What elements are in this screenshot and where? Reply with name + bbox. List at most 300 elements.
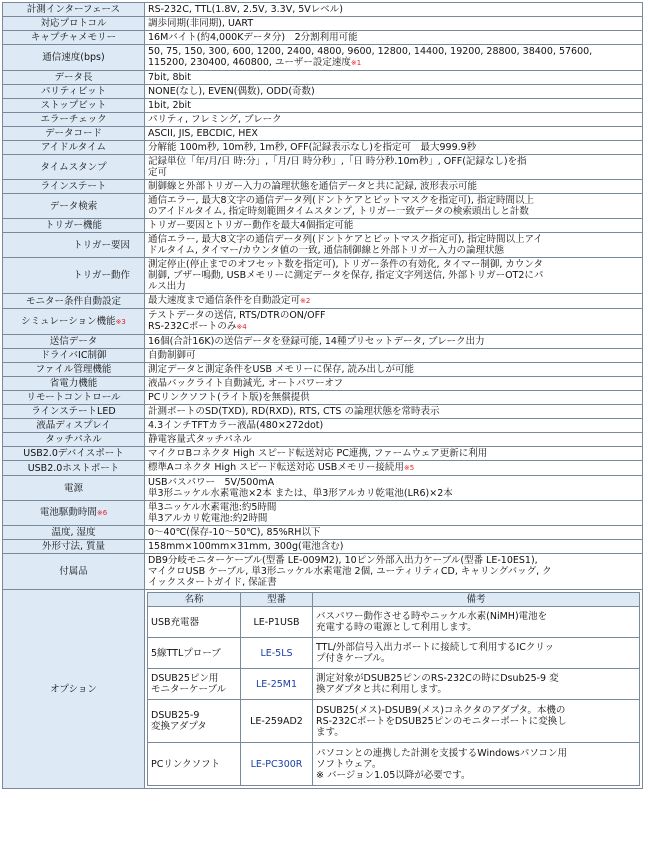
spec-value-text: トリガー要因とトリガー動作を最大4個指定可能 bbox=[148, 220, 354, 231]
spec-row bbox=[3, 540, 643, 554]
spec-value-line bbox=[148, 220, 639, 231]
spec-value-line bbox=[148, 406, 639, 417]
spec-value-text: マイクロUSB ケーブル, 単3形ニッケル水素電池 2個, ユーティリティCD, キャリングバッグ, ク bbox=[148, 566, 552, 577]
spec-label bbox=[3, 419, 145, 433]
option-model-link[interactable] bbox=[241, 638, 313, 669]
spec-value-text: 記録単位「年/月/日 時:分」,「月/日 時分秒」,「日 時分秒.10m秒」, OFF(記録なし)を指 bbox=[148, 156, 527, 167]
footnote-mark: ※3 bbox=[115, 317, 126, 326]
spec-value bbox=[145, 363, 643, 377]
spec-value bbox=[145, 258, 643, 294]
option-item-row bbox=[148, 669, 640, 700]
option-note-line bbox=[316, 673, 636, 684]
spec-value-text: ルス出力 bbox=[148, 281, 186, 292]
spec-value-line bbox=[148, 364, 639, 375]
spec-label-text: パリティビット bbox=[40, 86, 107, 97]
spec-value-line bbox=[148, 156, 639, 167]
spec-value-text: NONE(なし), EVEN(偶数), ODD(奇数) bbox=[148, 86, 315, 97]
spec-value-text: テストデータの送信, RTS/DTRのON/OFF bbox=[148, 310, 326, 321]
spec-label-text: モニター条件自動設定 bbox=[25, 295, 121, 307]
option-name-text: USB充電器 bbox=[151, 616, 200, 628]
spec-row bbox=[3, 194, 643, 219]
spec-value bbox=[145, 180, 643, 194]
option-note-line bbox=[316, 642, 636, 653]
option-note-line bbox=[316, 684, 636, 695]
option-notes bbox=[313, 638, 640, 669]
spec-label bbox=[3, 180, 145, 194]
spec-value-text: 液晶バックライト自動減光, オートパワーオフ bbox=[148, 378, 344, 389]
spec-value bbox=[145, 45, 643, 71]
spec-row bbox=[3, 17, 643, 31]
spec-label-text: 電池駆動時間 bbox=[39, 507, 97, 518]
spec-value-line bbox=[148, 336, 639, 347]
spec-value-text: 分解能 100m秒, 10m秒, 1m秒, OFF(記録表示なし)を指定可 最大999.9秒 bbox=[148, 142, 477, 153]
option-name-text: 変換アダプタ bbox=[151, 721, 207, 732]
spec-label bbox=[3, 194, 145, 219]
spec-label bbox=[3, 391, 145, 405]
spec-value-line bbox=[148, 434, 639, 445]
option-model-text: LE-PC300R bbox=[250, 758, 303, 770]
spec-row bbox=[3, 335, 643, 349]
option-note-line bbox=[316, 727, 636, 738]
spec-label bbox=[3, 45, 145, 71]
spec-row bbox=[3, 71, 643, 85]
spec-value-line bbox=[148, 114, 639, 125]
option-name bbox=[148, 669, 241, 700]
spec-label bbox=[3, 335, 145, 349]
spec-label bbox=[3, 127, 145, 141]
spec-value-text: 標準Aコネクタ High スピード転送対応 USBメモリー接続用 bbox=[148, 462, 404, 473]
spec-value-line bbox=[148, 378, 639, 389]
options-header-text: 備考 bbox=[466, 594, 486, 605]
options-cell bbox=[145, 590, 643, 789]
spec-label-text: 液晶ディスプレイ bbox=[36, 420, 111, 431]
spec-row bbox=[3, 377, 643, 391]
spec-label-text: タイムスタンプ bbox=[40, 161, 107, 173]
spec-label-text: USB2.0デバイスポート bbox=[23, 448, 124, 459]
spec-value bbox=[145, 405, 643, 419]
spec-value bbox=[145, 501, 643, 526]
option-model bbox=[241, 607, 313, 638]
options-row bbox=[3, 590, 643, 789]
spec-row bbox=[3, 99, 643, 113]
spec-value-text: 定可 bbox=[148, 167, 168, 178]
option-note-line bbox=[316, 705, 636, 716]
option-note-text: ソフトウェア。 bbox=[316, 758, 382, 770]
spec-row bbox=[3, 363, 643, 377]
spec-value bbox=[145, 349, 643, 363]
spec-label-text: シミュレーション機能 bbox=[21, 315, 116, 327]
footnote-mark: ※5 bbox=[403, 464, 415, 472]
spec-label-text: 対応プロトコル bbox=[40, 18, 107, 29]
spec-label bbox=[3, 377, 145, 391]
spec-label bbox=[3, 309, 145, 335]
spec-value-line bbox=[148, 502, 639, 513]
spec-label bbox=[3, 294, 145, 309]
spec-value-text: イックスタートガイド, 保証書 bbox=[148, 577, 277, 588]
footnote-mark: ※1 bbox=[350, 59, 362, 67]
spec-row bbox=[3, 45, 643, 71]
spec-value bbox=[145, 419, 643, 433]
spec-value-text: 制御線と外部トリガー入力の論理状態を通信データと共に記録, 波形表示可能 bbox=[148, 181, 477, 192]
spec-row bbox=[3, 180, 643, 194]
spec-value-line bbox=[148, 577, 639, 588]
footnote-mark: ※6 bbox=[96, 509, 108, 517]
spec-label bbox=[3, 99, 145, 113]
spec-table bbox=[2, 2, 643, 789]
spec-label bbox=[3, 447, 145, 461]
spec-label-text: 付属品 bbox=[59, 566, 88, 577]
spec-row bbox=[3, 433, 643, 447]
spec-value-line bbox=[148, 566, 639, 577]
spec-label bbox=[3, 363, 145, 377]
spec-value-text: 単3アルカリ乾電池:約2時間 bbox=[148, 513, 268, 524]
spec-value-line bbox=[148, 167, 639, 178]
option-name-text: DSUB25ピン用 bbox=[151, 673, 219, 684]
spec-value-line bbox=[148, 321, 639, 333]
option-item-row bbox=[148, 607, 640, 638]
spec-value bbox=[145, 127, 643, 141]
spec-row bbox=[3, 233, 643, 258]
spec-value-line bbox=[148, 513, 639, 524]
option-notes bbox=[313, 700, 640, 743]
spec-value-text: RS-232Cポートのみ bbox=[148, 321, 237, 332]
spec-value bbox=[145, 85, 643, 99]
spec-label bbox=[3, 258, 145, 294]
spec-label-text: 電源 bbox=[63, 482, 83, 494]
spec-label-text: データ長 bbox=[54, 72, 93, 83]
option-model-link[interactable] bbox=[241, 743, 313, 786]
spec-value-text: マイクロBコネクタ High スピード転送対応 PC連携, ファームウェア更新に利用 bbox=[148, 448, 488, 459]
spec-row bbox=[3, 419, 643, 433]
option-name-line bbox=[151, 684, 237, 695]
spec-value-line bbox=[148, 527, 639, 538]
spec-value-line bbox=[148, 392, 639, 403]
option-model bbox=[241, 700, 313, 743]
spec-value-text: 計測ポートのSD(TXD), RD(RXD), RTS, CTS の論理状態を常時表示 bbox=[148, 406, 440, 417]
spec-row bbox=[3, 526, 643, 540]
spec-value-line bbox=[148, 128, 639, 139]
spec-value-text: 115200, 230400, 460800, ユーザー設定速度 bbox=[148, 57, 351, 68]
option-name-text: 5線TTLプローブ bbox=[151, 647, 221, 659]
spec-label-text: 外形寸法, 質量 bbox=[41, 541, 106, 552]
spec-label bbox=[3, 17, 145, 31]
options-header-name bbox=[148, 593, 241, 607]
spec-value-line bbox=[148, 4, 639, 15]
spec-row bbox=[3, 141, 643, 155]
spec-label bbox=[3, 113, 145, 127]
spec-label-text: エラーチェック bbox=[40, 114, 107, 125]
spec-value bbox=[145, 540, 643, 554]
spec-value-line bbox=[148, 86, 639, 97]
spec-label-text: ラインステートLED bbox=[31, 406, 116, 417]
option-note-text: ます。 bbox=[316, 726, 344, 738]
spec-value-line bbox=[148, 420, 639, 431]
spec-value-line bbox=[148, 32, 639, 43]
spec-row bbox=[3, 447, 643, 461]
spec-value-line bbox=[148, 310, 639, 321]
spec-value-text: 158mm×100mm×31mm, 300g(電池含む) bbox=[148, 541, 344, 552]
spec-value-text: 測定停止(停止までのオフセット数を指定可), トリガー条件の有効化, タイマー制御, カウンタ bbox=[148, 259, 543, 270]
spec-value-text: RS-232C, TTL(1.8V, 2.5V, 3.3V, 5Vレベル) bbox=[148, 4, 343, 15]
option-note-line bbox=[316, 622, 636, 633]
spec-label-text: リモートコントロール bbox=[26, 392, 121, 403]
option-note-text: パソコンとの連携した計測を支援するWindowsパソコン用 bbox=[316, 747, 568, 759]
option-name-line bbox=[151, 617, 237, 628]
spec-value bbox=[145, 99, 643, 113]
options-label bbox=[3, 590, 145, 789]
spec-label-text: タッチパネル bbox=[45, 434, 102, 445]
spec-value-line bbox=[148, 555, 639, 566]
spec-value bbox=[145, 219, 643, 233]
option-model-text: LE-259AD2 bbox=[250, 715, 303, 727]
spec-row bbox=[3, 294, 643, 309]
spec-row bbox=[3, 391, 643, 405]
spec-value-text: 16個(合計16K)の送信データを登録可能, 14種プリセットデータ, ブレーク出力 bbox=[148, 336, 485, 347]
spec-value-text: 最大速度まで通信条件を自動設定可 bbox=[148, 295, 301, 306]
spec-label bbox=[3, 405, 145, 419]
spec-value bbox=[145, 31, 643, 45]
spec-value bbox=[145, 3, 643, 17]
spec-label bbox=[3, 3, 145, 17]
spec-value bbox=[145, 461, 643, 476]
spec-label-text: ストップビット bbox=[40, 100, 107, 111]
spec-label bbox=[3, 71, 145, 85]
options-header-row bbox=[148, 593, 640, 607]
spec-value-line bbox=[148, 46, 639, 57]
spec-value bbox=[145, 377, 643, 391]
spec-value-line bbox=[148, 72, 639, 83]
spec-row bbox=[3, 461, 643, 476]
options-label-text: オプション bbox=[50, 683, 97, 695]
spec-label bbox=[3, 31, 145, 45]
spec-label-text: ラインステート bbox=[40, 181, 107, 192]
spec-value-line bbox=[148, 448, 639, 459]
spec-value-line bbox=[148, 100, 639, 111]
spec-value-text: 調歩同期(非同期), UART bbox=[148, 18, 254, 29]
spec-label bbox=[3, 540, 145, 554]
spec-value-text: USBバスパワー 5V/500mA bbox=[148, 477, 275, 488]
spec-value-text: 静電容量式タッチパネル bbox=[148, 434, 252, 445]
option-name-line bbox=[151, 721, 237, 732]
option-name-line bbox=[151, 648, 237, 659]
spec-label bbox=[3, 461, 145, 476]
option-name-text: モニターケーブル bbox=[151, 684, 227, 695]
spec-label-text: ドライバIC制御 bbox=[40, 350, 107, 361]
spec-value-line bbox=[148, 462, 639, 474]
spec-label-text: トリガー要因 bbox=[73, 239, 130, 251]
spec-label-text: USB2.0ホストポート bbox=[27, 462, 120, 474]
spec-value-line bbox=[148, 281, 639, 292]
option-note-text: 測定対象がDSUB25ピンのRS-232Cの時にDsub25-9 変 bbox=[316, 673, 559, 684]
spec-label-text: 通信速度(bps) bbox=[42, 52, 105, 63]
spec-value-text: PCリンクソフト(ライト版)を無償提供 bbox=[148, 392, 310, 403]
spec-value bbox=[145, 294, 643, 309]
spec-value-line bbox=[148, 488, 639, 499]
options-table bbox=[147, 592, 640, 786]
option-model-link[interactable] bbox=[241, 669, 313, 700]
spec-row bbox=[3, 113, 643, 127]
spec-label bbox=[3, 219, 145, 233]
spec-value bbox=[145, 155, 643, 180]
spec-label-text: キャプチャメモリー bbox=[30, 32, 117, 43]
spec-value bbox=[145, 526, 643, 540]
option-note-text: 換アダプタと共に利用します。 bbox=[316, 684, 447, 695]
spec-value bbox=[145, 233, 643, 258]
spec-value-text: のアイドルタイム, 指定時刻範囲タイムスタンプ, トリガー一致データの検索頭出しと計数 bbox=[148, 206, 529, 217]
option-name bbox=[148, 700, 241, 743]
option-item-row bbox=[148, 700, 640, 743]
option-note-text: バスパワー動作させる時やニッケル水素(NiMH)電池を bbox=[316, 611, 548, 622]
spec-label-text: データコード bbox=[44, 128, 102, 139]
spec-row bbox=[3, 155, 643, 180]
options-header-note bbox=[313, 593, 640, 607]
spec-label-text: 計測インターフェース bbox=[26, 4, 121, 15]
spec-label-text: 温度, 湿度 bbox=[51, 527, 96, 538]
spec-label bbox=[3, 141, 145, 155]
spec-value-text: 測定データと測定条件をUSB メモリーに保存, 読み出しが可能 bbox=[148, 364, 415, 375]
spec-value-text: 単3形ニッケル水素電池×2本 または、単3形アルカリ乾電池(LR6)×2本 bbox=[148, 488, 453, 499]
option-name bbox=[148, 638, 241, 669]
spec-label-text: トリガー動作 bbox=[73, 270, 130, 281]
option-item-row bbox=[148, 638, 640, 669]
spec-row bbox=[3, 405, 643, 419]
spec-label bbox=[3, 349, 145, 363]
spec-value bbox=[145, 554, 643, 590]
footnote-mark: ※2 bbox=[300, 297, 311, 305]
spec-label bbox=[3, 526, 145, 540]
spec-label-text: トリガー機能 bbox=[45, 220, 102, 231]
option-note-line bbox=[316, 716, 636, 727]
spec-value-text: 4.3インチTFTカラー液晶(480×272dot) bbox=[148, 420, 324, 431]
option-note-line bbox=[316, 759, 636, 770]
option-note-line bbox=[316, 770, 636, 781]
spec-value bbox=[145, 141, 643, 155]
option-notes bbox=[313, 743, 640, 786]
spec-row bbox=[3, 3, 643, 17]
spec-value-line bbox=[148, 195, 639, 206]
option-name bbox=[148, 743, 241, 786]
spec-value-text: 16Mバイト(約4,000Kデータ分) 2分割利用可能 bbox=[148, 32, 358, 43]
spec-value-text: パリティ, フレミング, ブレーク bbox=[148, 114, 282, 125]
spec-value bbox=[145, 476, 643, 501]
spec-label bbox=[3, 433, 145, 447]
option-name-line bbox=[151, 710, 237, 721]
spec-value-text: 7bit, 8bit bbox=[148, 72, 191, 83]
spec-table-wrapper bbox=[2, 2, 642, 789]
option-model-text: LE-P1USB bbox=[253, 616, 300, 628]
option-name-line bbox=[151, 673, 237, 684]
spec-value-line bbox=[148, 295, 639, 307]
options-header-text: 型番 bbox=[266, 594, 286, 605]
spec-value bbox=[145, 194, 643, 219]
spec-value-line bbox=[148, 541, 639, 552]
spec-row bbox=[3, 349, 643, 363]
spec-value-line bbox=[148, 57, 639, 69]
spec-value bbox=[145, 433, 643, 447]
spec-value-text: ASCII, JIS, EBCDIC, HEX bbox=[148, 128, 258, 139]
spec-row bbox=[3, 476, 643, 501]
spec-row bbox=[3, 85, 643, 99]
option-name-text: PCリンクソフト bbox=[151, 758, 221, 770]
spec-row bbox=[3, 501, 643, 526]
spec-label-text: 省電力機能 bbox=[49, 378, 98, 389]
spec-row bbox=[3, 309, 643, 335]
spec-value-line bbox=[148, 234, 639, 245]
spec-row bbox=[3, 127, 643, 141]
spec-value-text: 制御, ブザー鳴動, USBメモリーに測定データを保存, 指定文字列送信, 外部トリガーOT2にパ bbox=[148, 270, 544, 281]
spec-value bbox=[145, 17, 643, 31]
spec-value-line bbox=[148, 206, 639, 217]
option-note-text: RS-232CポートをDSUB25ピンのモニターポートに変換し bbox=[316, 715, 567, 727]
spec-label bbox=[3, 476, 145, 501]
spec-row bbox=[3, 31, 643, 45]
spec-value-text: 通信エラー, 最大8文字の通信データ列(ドントケアとビットマスク指定可), 指定時間以上アイ bbox=[148, 234, 543, 245]
spec-value bbox=[145, 309, 643, 335]
footnote-mark: ※4 bbox=[236, 323, 247, 331]
spec-label bbox=[3, 554, 145, 590]
spec-value-text: 0～40℃(保存-10～50℃), 85%RH以下 bbox=[148, 527, 321, 538]
spec-label-text: 送信データ bbox=[49, 336, 98, 347]
option-name-line bbox=[151, 759, 237, 770]
options-header-model bbox=[241, 593, 313, 607]
spec-value-text: 50, 75, 150, 300, 600, 1200, 2400, 4800, 9600, 12800, 14400, 19200, 28800, 38400, 57600, bbox=[148, 46, 593, 57]
spec-row bbox=[3, 219, 643, 233]
spec-value-line bbox=[148, 270, 639, 281]
spec-label-text: アイドルタイム bbox=[40, 142, 107, 153]
spec-row bbox=[3, 258, 643, 294]
option-note-line bbox=[316, 653, 636, 664]
option-model-text: LE-5LS bbox=[260, 647, 293, 659]
spec-label bbox=[3, 501, 145, 526]
spec-label bbox=[3, 85, 145, 99]
spec-value-line bbox=[148, 18, 639, 29]
spec-label-text: ファイル管理機能 bbox=[35, 364, 112, 375]
option-note-text: TTL/外部信号入出力ポートに接続して利用するICクリッ bbox=[316, 642, 554, 653]
spec-value-line bbox=[148, 142, 639, 153]
option-name bbox=[148, 607, 241, 638]
option-note-line bbox=[316, 748, 636, 759]
spec-label-text: データ検索 bbox=[49, 200, 98, 212]
spec-value-text: ドルタイム, タイマー/カウンタ値の一致, 通信制御線と外部トリガー入力の論理状態 bbox=[148, 245, 505, 256]
option-model-text: LE-25M1 bbox=[255, 678, 298, 690]
spec-value bbox=[145, 335, 643, 349]
spec-value-text: 通信エラー, 最大8文字の通信データ列(ドントケアとビットマスクを指定可), 指定時間以上 bbox=[148, 195, 534, 206]
spec-value-text: DB9分岐モニターケーブル(型番 LE-009M2), 10ピン外部入出力ケーブル(型番 LE-10ES1), bbox=[148, 555, 538, 566]
spec-value-line bbox=[148, 259, 639, 270]
option-name-text: DSUB25-9 bbox=[151, 710, 200, 721]
spec-value-text: 自動制御可 bbox=[148, 350, 196, 361]
option-note-line bbox=[316, 611, 636, 622]
options-header-text: 名称 bbox=[184, 594, 204, 605]
spec-value-text: 1bit, 2bit bbox=[148, 100, 191, 111]
spec-value-line bbox=[148, 477, 639, 488]
spec-value-line bbox=[148, 350, 639, 361]
spec-value-text: 単3ニッケル水素電池:約5時間 bbox=[148, 502, 277, 513]
spec-value bbox=[145, 71, 643, 85]
option-note-text: 充電する時の電源として利用します。 bbox=[316, 622, 477, 633]
option-notes bbox=[313, 607, 640, 638]
spec-value-line bbox=[148, 181, 639, 192]
option-note-text: ※ バージョン1.05以降が必要です。 bbox=[316, 769, 471, 781]
spec-label bbox=[3, 233, 145, 258]
option-note-text: DSUB25(メス)-DSUB9(メス)コネクタのアダプタ。本機の bbox=[316, 704, 566, 716]
option-item-row bbox=[148, 743, 640, 786]
spec-row bbox=[3, 554, 643, 590]
spec-value bbox=[145, 447, 643, 461]
spec-value bbox=[145, 391, 643, 405]
spec-value bbox=[145, 113, 643, 127]
option-note-text: プ付きケーブル。 bbox=[316, 653, 391, 664]
